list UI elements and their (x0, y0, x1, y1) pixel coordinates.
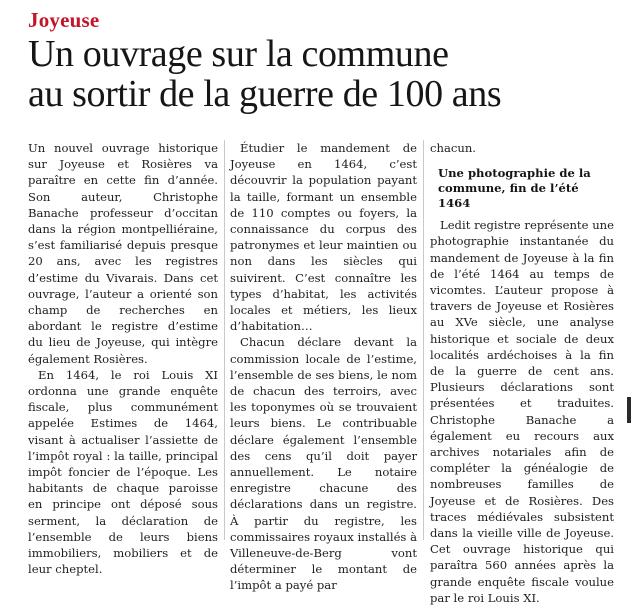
article-column-1 (28, 140, 218, 577)
section-subheading: Une photographie de la commune, fin de l’été 1464 (438, 166, 591, 211)
paragraph: Étudier le mandement de Joyeuse en 1464, c’est découvrir la population payant la taille, formant un ensemble de 110 comptes ou foyers, la connaissance du corpus des patronymes et leur maintien ou non dans les siècles qui suivirent. C’est connaître les types d’habitat, les activités locales et métiers, les lieux d’habitation… (230, 141, 417, 334)
headline-line-2: au sortir de la guerre de 100 ans (28, 73, 502, 115)
section-kicker: Joyeuse (28, 8, 100, 32)
column-divider (224, 140, 225, 540)
paragraph: Ledit registre représente une photographie instantanée du mandement de Joyeuse à la fin de l’été 1464 au temps de vicomtes. L’auteur propose à travers de Joyeuse et Rosières au XVe siècle, une analyse historique et sociale de deux localités ardéchoises à la fin de la guerre de cent ans. Plusieurs déclarations sont présentées et traduites. Christophe Banache a également eu recours aux archives notariales afin de compléter la généalogie de nombreuses familles de Joyeuse et de Rosières. Des traces médiévales subsistent dans la vieille ville de Joyeuse. Cet ouvrage historique qui paraîtra 560 années après la grande enquête fiscale voulue par le roi Louis XI. (430, 218, 614, 605)
column-divider (423, 140, 424, 540)
paragraph: Chacun déclare devant la commission locale de l’estime, l’ensemble de ses biens, le nom de chacun des terroirs, avec les toponymes où se trouvaient leurs biens. Le contribuable déclare également l’ensemble des cens qu’il doit payer annuellement. Le notaire enregistre chacune des déclarations dans un registre. À partir du registre, les commissaires royaux installés à Villeneuve-de-Berg vont déterminer le montant de l’impôt a payé par (230, 335, 417, 593)
paragraph: chacun. (430, 141, 476, 155)
headline-line-1: Un ouvrage sur la commune (28, 33, 449, 75)
article-column-3 (430, 140, 614, 606)
paragraph: En 1464, le roi Louis XI ordonna une grande enquête fiscale, plus communément appelée Estimes de 1464, visant à actualiser l’assiette de l’impôt royal : la taille, principal impôt foncier de l’époque. Les habitants de chaque paroisse en principe ont déposé sous serment, la déclaration de l’ensemble de leurs biens immobiliers, mobiliers et de leur cheptel. (28, 367, 218, 577)
article-headline (28, 34, 628, 114)
paragraph: Un nouvel ouvrage historique sur Joyeuse et Rosières va paraître en cette fin d’année. Son auteur, Christophe Banache professeur d’occitan dans la région montpelliéraine, s’est familiarisé depuis presque 20 ans, avec les registres d’estime du Vivarais. Dans cet ouvrage, l’auteur a orienté son champ de recherches en abordant le registre d’estime du lieu de Joyeuse, qui intègre également Rosières. (28, 141, 218, 366)
page-edge-mark (627, 397, 631, 423)
article-column-2 (230, 140, 417, 594)
